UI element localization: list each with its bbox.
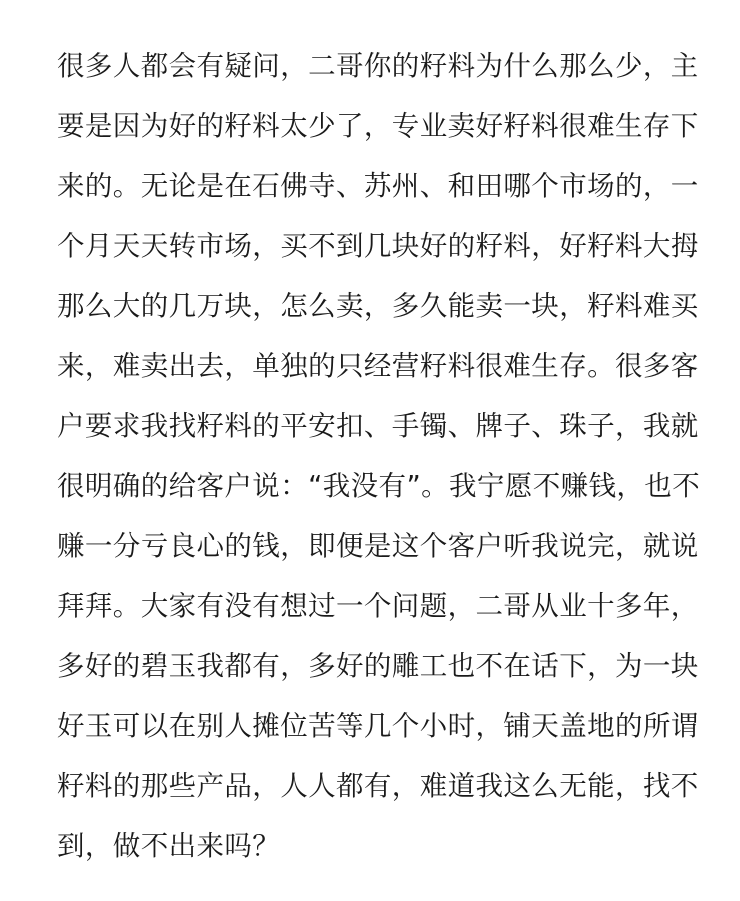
text-line: 个月天天转市场，买不到几块好的籽料，好籽料大拇	[57, 230, 699, 262]
text-line: 很明确的给客户说：“我没有”。我宁愿不赚钱，也不	[57, 470, 701, 502]
text-line: 那么大的几万块，怎么卖，多久能卖一块，籽料难买	[57, 290, 699, 322]
text-line: 多好的碧玉我都有，多好的雕工也不在话下，为一块	[57, 650, 699, 682]
text-line: 来，难卖出去，单独的只经营籽料很难生存。很多客	[57, 350, 699, 382]
text-line: 要是因为好的籽料太少了，专业卖好籽料很难生存下	[57, 110, 699, 142]
text-line: 好玉可以在别人摊位苦等几个小时，铺天盖地的所谓	[57, 710, 699, 742]
text-line: 籽料的那些产品，人人都有，难道我这么无能，找不	[57, 770, 699, 802]
text-line: 来的。无论是在石佛寺、苏州、和田哪个市场的，一	[57, 170, 699, 202]
text-line: 赚一分亏良心的钱，即便是这个客户听我说完，就说	[57, 530, 699, 562]
article-body	[57, 36, 707, 876]
text-line: 拜拜。大家有没有想过一个问题，二哥从业十多年，	[57, 590, 699, 622]
text-line: 很多人都会有疑问，二哥你的籽料为什么那么少，主	[57, 50, 699, 82]
text-line: 到，做不出来吗？	[57, 830, 281, 862]
text-line: 户要求我找籽料的平安扣、手镯、牌子、珠子，我就	[57, 410, 699, 442]
